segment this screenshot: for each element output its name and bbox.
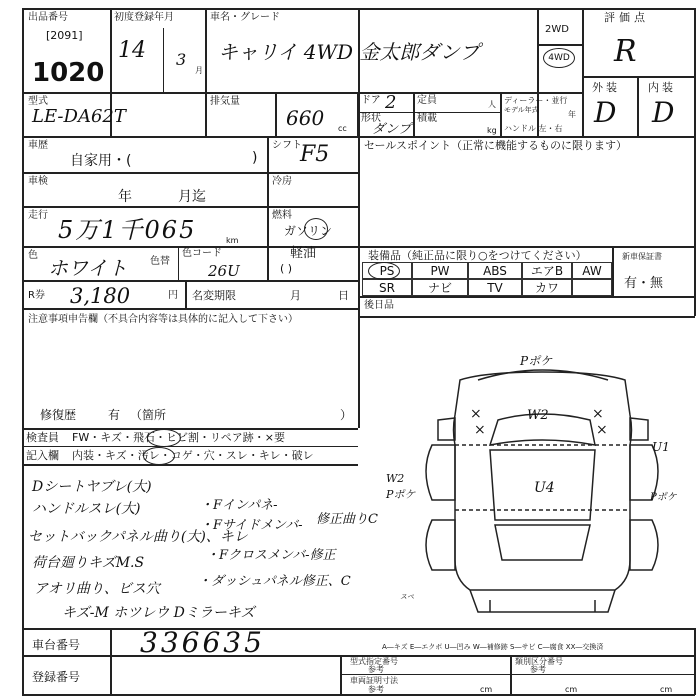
- first-registration-month: 3: [176, 50, 187, 69]
- equipment-cell: AW: [572, 262, 612, 279]
- equipment-cell: ABS: [468, 262, 522, 279]
- cm-1: cm: [480, 685, 493, 694]
- drive-4wd-label: 4WD: [548, 53, 570, 63]
- model-year-label: モデル年式: [504, 106, 539, 114]
- repair-value: 有: [108, 408, 121, 422]
- exterior-value: D: [594, 96, 617, 129]
- recycle-value: 3,180: [70, 284, 131, 308]
- handwritten-note: アオリ曲り、ビス穴: [34, 581, 160, 597]
- shift-label: シフト: [272, 140, 302, 151]
- drive-2wd: 2WD: [545, 24, 569, 35]
- repair-label: 修復歴: [40, 408, 77, 422]
- ref-3: 参考: [368, 685, 384, 694]
- shift-value: F5: [300, 142, 330, 167]
- fuel-label: 燃料: [272, 210, 292, 221]
- equipment-cell: ナビ: [412, 279, 468, 296]
- diagram-mark-pocket-right: Pポケ: [650, 492, 677, 503]
- diagram-mark-pocket-top: Pポケ: [520, 354, 553, 368]
- inspector-row: FW・キズ・飛石・ヒビ割・リペア跡・×要: [72, 431, 285, 444]
- shape-label: 形状: [361, 113, 381, 124]
- diagram-mark-u4: U4: [534, 480, 555, 496]
- record-row: 内装・キズ・汚レ・コゲ・穴・スレ・キレ・破レ: [72, 449, 314, 462]
- grade-value: R: [614, 34, 637, 69]
- history-label: 車歴: [28, 140, 48, 151]
- payload-unit: kg: [487, 126, 497, 135]
- exterior-label: 外装: [592, 81, 620, 94]
- interior-value: D: [652, 96, 675, 129]
- cm-3: cm: [660, 685, 673, 694]
- history-value: 自家用・(: [70, 153, 132, 169]
- ps-circle: [368, 262, 400, 280]
- fuel-gasoline: ガソリン: [284, 224, 333, 238]
- color-value: ホワイト: [48, 256, 128, 280]
- after-day-label: 後日品: [364, 300, 394, 311]
- flying-stone-circle: [147, 429, 181, 447]
- chassis-label: 車台番号: [32, 638, 81, 652]
- first-registration-year: 14: [118, 38, 146, 63]
- diagram-mark-u1-right: U1: [652, 440, 670, 454]
- color-code-value: 26U: [208, 262, 240, 280]
- legend: A―キズ E―エクボ U―凹み W―補修跡 S―サビ C―腐食 XX―交換済: [382, 643, 604, 651]
- handwritten-note: Dシートヤブレ(大): [32, 479, 152, 495]
- ref-2: 参考: [530, 665, 546, 674]
- warranty-label: 新車保証書: [622, 252, 662, 261]
- equipment-cell: SR: [362, 279, 412, 296]
- ref-1: 参考: [368, 665, 384, 674]
- recycle-label: R券: [28, 290, 45, 301]
- diagram-x-mark: ×: [474, 422, 486, 438]
- capacity-unit: 人: [488, 100, 496, 109]
- model-label: 車名・グレード: [210, 12, 280, 23]
- inspection-year-label: 年: [118, 189, 132, 205]
- handwritten-note: キズ-M ホツレウ Dミラーキズ: [62, 605, 255, 621]
- color-change-label: 色替: [150, 256, 170, 267]
- drive-4wd-circled: [543, 48, 575, 68]
- type-no-label: 型式指定番号: [350, 657, 398, 666]
- name-change-day: 日: [338, 289, 349, 302]
- color-code-label: 色コード: [182, 248, 222, 259]
- selling-points-label: セールスポイント（正常に機能するものに限ります）: [364, 139, 628, 152]
- ac-label: 冷房: [272, 176, 292, 187]
- history-close: ): [252, 150, 258, 166]
- diagram-x-mark: ×: [596, 422, 608, 438]
- notes-box-label: 注意事項申告欄（不具合内容等は具体的に記入して下さい）: [28, 314, 298, 325]
- cm-2: cm: [565, 685, 578, 694]
- class-no-label: 類別区分番号: [515, 657, 563, 666]
- capacity-label: 定員: [417, 95, 437, 106]
- doors-value: 2: [385, 92, 397, 113]
- repair-note: 修正曲りC: [316, 512, 378, 527]
- type-code-value: LE-DA62T: [32, 106, 126, 127]
- fuel-paren: ( ): [280, 262, 293, 275]
- first-registration-label: 初度登録年月: [114, 12, 174, 23]
- fuel-gasoline-circle: [304, 218, 328, 240]
- diagram-mark-w2-top: W2: [527, 408, 549, 423]
- shape-value: ダンプ: [372, 122, 412, 137]
- equipment-cell: [572, 279, 612, 296]
- record-label: 記入欄: [26, 449, 59, 462]
- repair-paren: （箇所: [130, 408, 167, 422]
- diagram-mark-bottom-small: スペ: [400, 593, 414, 601]
- diagram-mark-w2-left: W2: [386, 472, 405, 485]
- handwritten-note: 荷台廻りキズM.S: [32, 555, 145, 571]
- handle-label: ハンドル 左・右: [504, 124, 563, 133]
- displacement-unit: cc: [338, 124, 347, 133]
- doors-label: ドア: [361, 95, 381, 106]
- mileage-value: 5万1千065: [58, 216, 197, 244]
- inspection-label: 車検: [28, 176, 48, 187]
- chassis-value: 336635: [140, 626, 265, 659]
- dealer-label: ディーラー・並行: [504, 96, 568, 105]
- lot-number: 1020: [32, 58, 105, 88]
- handwritten-note: ハンドルスレ(大): [32, 501, 141, 517]
- equipment-cell: PS: [362, 262, 412, 279]
- diagram-mark-pocket-left: Pポケ: [386, 488, 416, 501]
- grade-label: 評価点: [604, 11, 649, 24]
- repair-note: ・Fクロスメンバ-修正: [206, 548, 336, 563]
- warranty-value: 有・無: [624, 276, 664, 291]
- month-unit: 月: [195, 66, 203, 75]
- equipment-label: 装備品（純正品に限り○をつけてください）: [368, 249, 587, 262]
- name-change-month: 月: [290, 289, 301, 302]
- equipment-cell: PW: [412, 262, 468, 279]
- displacement-label: 排気量: [210, 96, 240, 107]
- repair-note: ・ダッシュパネル修正、C: [198, 574, 351, 589]
- registration-label: 登録番号: [32, 670, 81, 684]
- mileage-label: 走行: [28, 210, 48, 221]
- equipment-cell: TV: [468, 279, 522, 296]
- type-code-label: 型式: [28, 96, 48, 107]
- fuel-diesel: 軽油: [290, 246, 317, 261]
- displacement-value: 660: [286, 106, 325, 130]
- handwritten-note: セットバックパネル曲り(大)、キレ: [28, 529, 248, 545]
- lot-number-label: 出品番号: [28, 12, 68, 23]
- name-change-label: 名変期限: [192, 289, 236, 302]
- equipment-cell: カワ: [522, 279, 572, 296]
- inspection-month-label: 月迄: [178, 189, 206, 205]
- interior-label: 内装: [648, 81, 676, 94]
- size-label: 車両証明寸法: [350, 676, 398, 685]
- stain-circle: [143, 447, 175, 465]
- color-label: 色: [28, 250, 38, 261]
- repair-note: ・Fインパネ-: [200, 498, 278, 513]
- repair-close: ）: [340, 408, 353, 422]
- diagram-x-mark: ×: [470, 406, 482, 422]
- model-value: キャリイ 4WD 金太郎ダンプ: [218, 40, 480, 64]
- mileage-unit: km: [226, 236, 239, 245]
- diagram-x-mark: ×: [592, 406, 604, 422]
- inspector-label: 検査員: [26, 431, 59, 444]
- equipment-cell: エアB: [522, 262, 572, 279]
- model-year-unit: 年: [568, 110, 576, 119]
- payload-label: 積載: [417, 113, 437, 124]
- auction-number: [2091]: [46, 29, 83, 42]
- recycle-unit: 円: [168, 290, 178, 301]
- repair-note: ・Fサイドメンバ-: [200, 518, 303, 533]
